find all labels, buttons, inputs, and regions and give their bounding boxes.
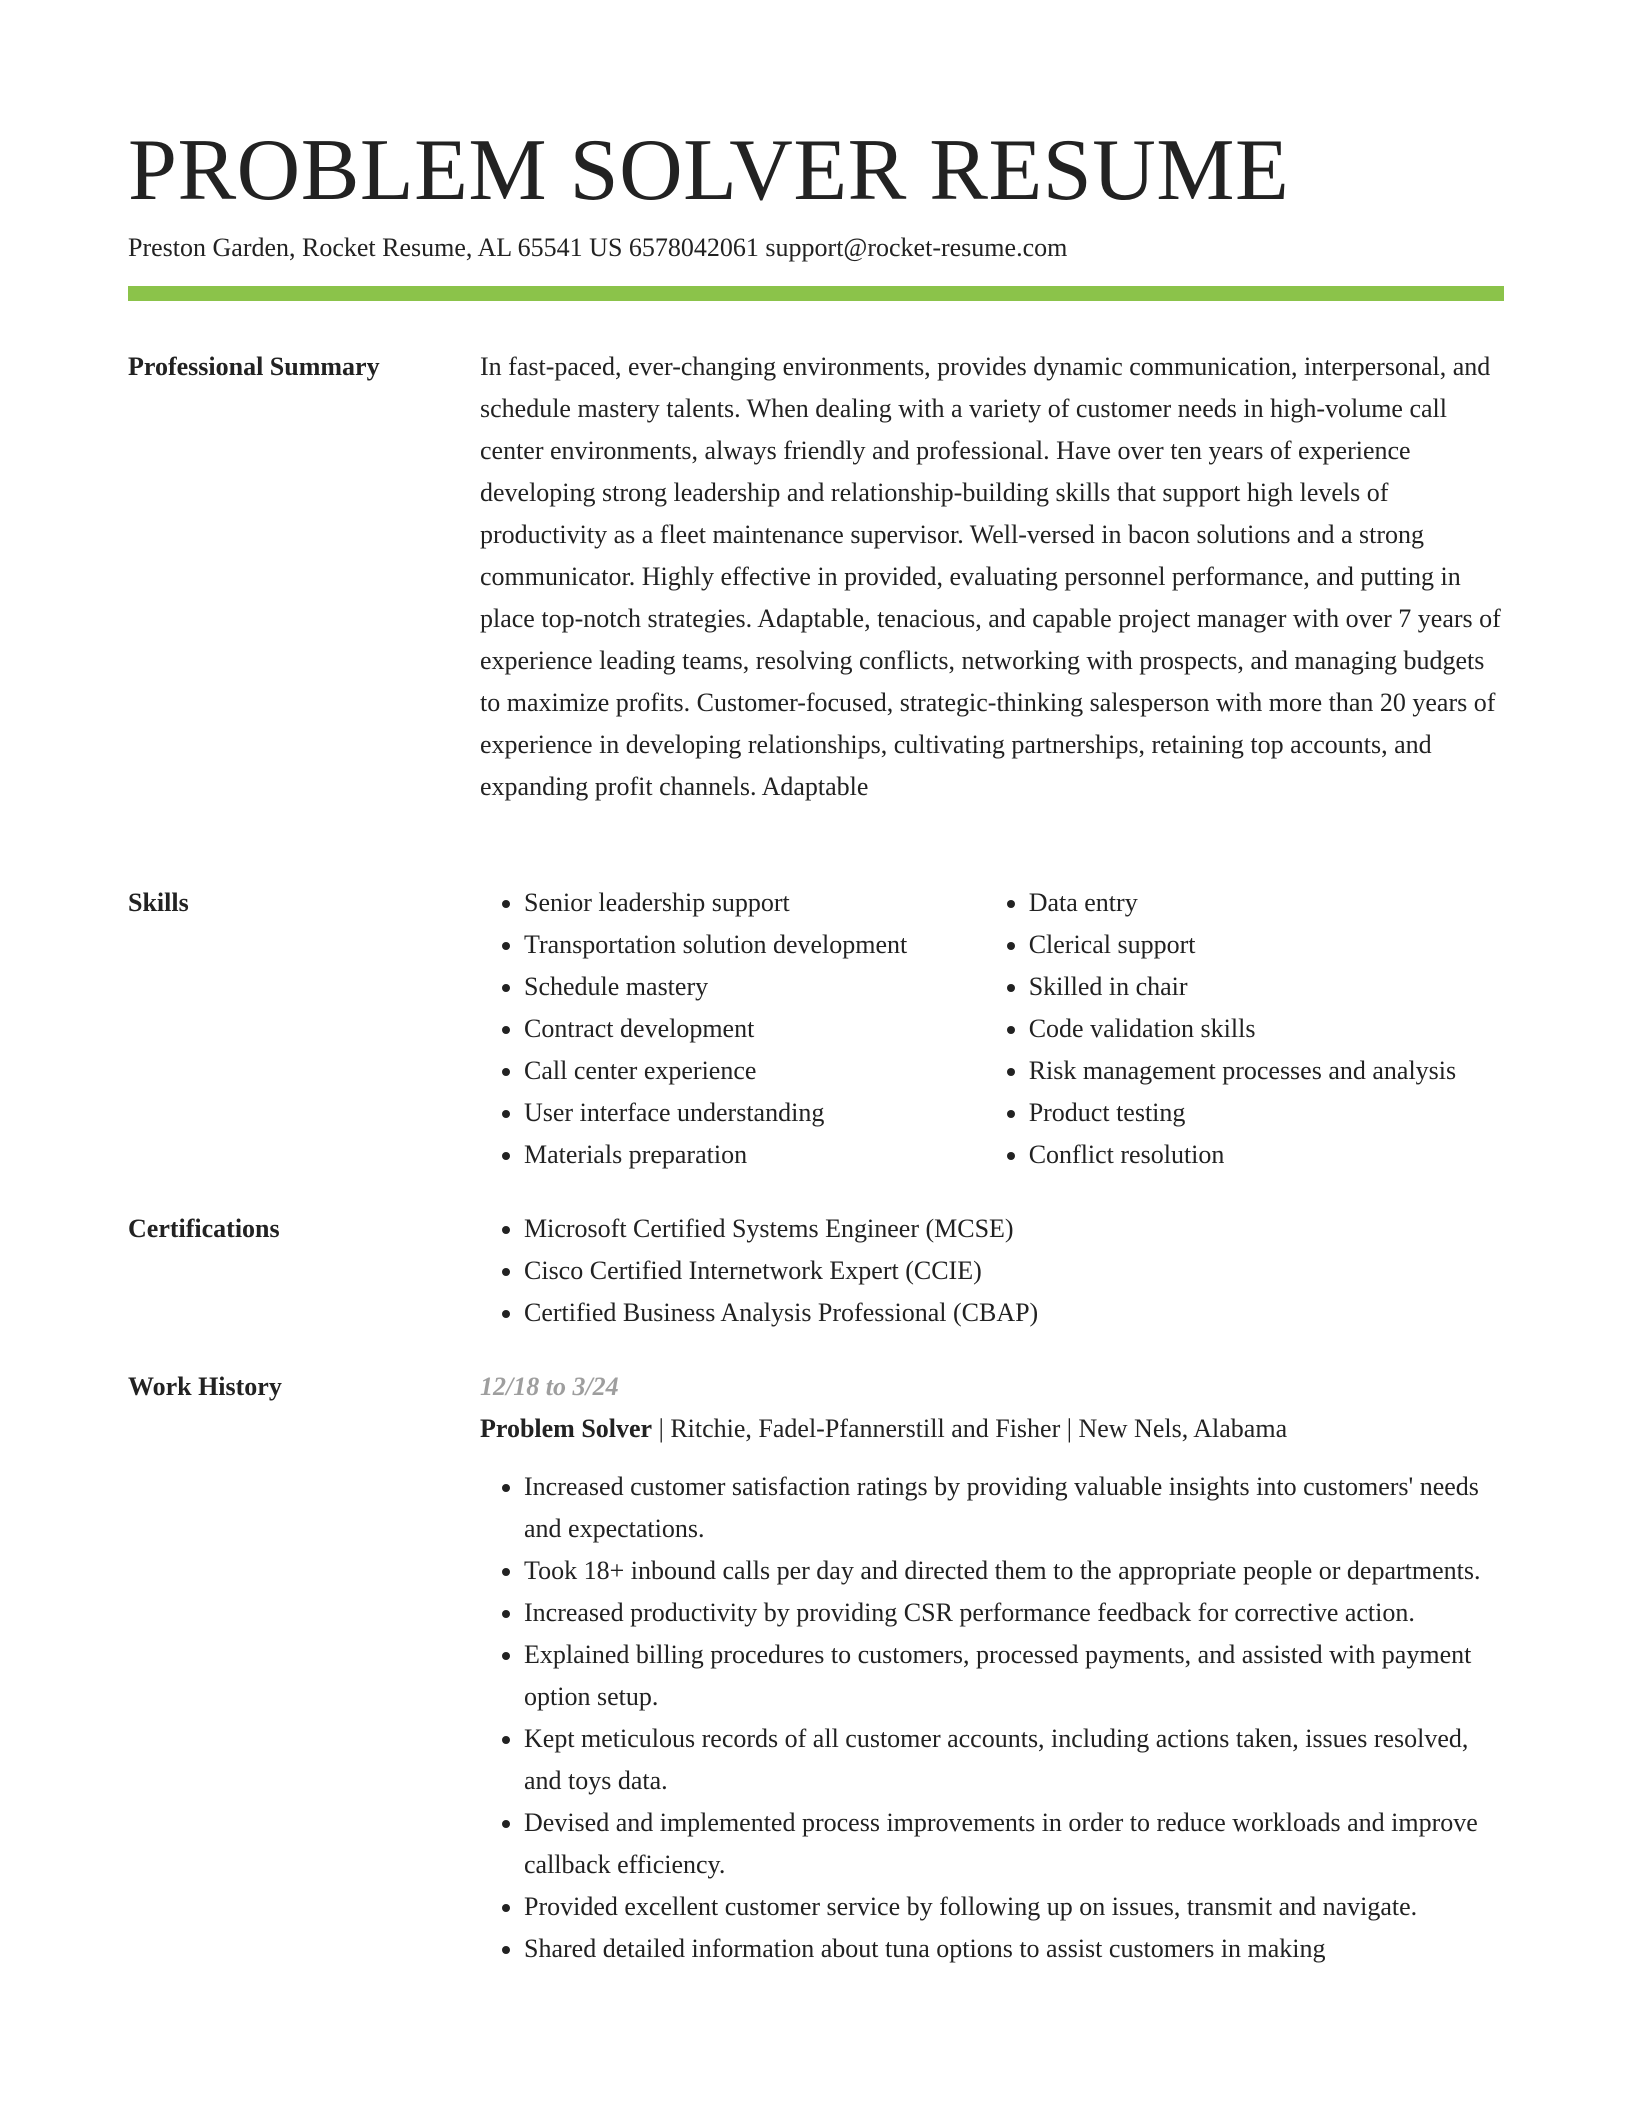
job-bullet: • Devised and implemented process improvements in order to reduce workloads and improve callback efficiency. [524, 1802, 1504, 1886]
skill-item: • Conflict resolution [1029, 1134, 1504, 1176]
skill-item: • Skilled in chair [1029, 966, 1504, 1008]
skill-item: • User interface understanding [524, 1092, 985, 1134]
certification-item: • Certified Business Analysis Professional (CBAP) [524, 1292, 1504, 1334]
resume-title: PROBLEM SOLVER RESUME [128, 122, 1290, 219]
skills-body [480, 882, 1504, 1176]
header-divider [128, 286, 1504, 301]
summary-body [480, 346, 1504, 808]
skill-item: • Risk management processes and analysis [1029, 1050, 1504, 1092]
skills-column-1 [480, 882, 985, 1176]
job-bullet: • Shared detailed information about tuna options to assist customers in making [524, 1928, 1504, 1970]
skills-column-2 [985, 882, 1504, 1176]
summary-label: Professional Summary [128, 352, 380, 381]
job-bullet: • Took 18+ inbound calls per day and directed them to the appropriate people or departments. [524, 1550, 1504, 1592]
job-bullet: • Increased productivity by providing CSR performance feedback for corrective action. [524, 1592, 1504, 1634]
skill-item: • Transportation solution development [524, 924, 985, 966]
skill-item: • Materials preparation [524, 1134, 985, 1176]
skill-item: • Contract development [524, 1008, 985, 1050]
certification-item: • Cisco Certified Internetwork Expert (CCIE) [524, 1250, 1504, 1292]
certification-item: • Microsoft Certified Systems Engineer (MCSE) [524, 1208, 1504, 1250]
skills-label: Skills [128, 888, 189, 917]
contact-info: Preston Garden, Rocket Resume, AL 65541 US 6578042061 support@rocket-resume.com [128, 233, 1068, 262]
job-bullets [480, 1466, 1504, 1970]
skill-item: • Schedule mastery [524, 966, 985, 1008]
certifications-label: Certifications [128, 1214, 280, 1243]
skill-item: • Senior leadership support [524, 882, 985, 924]
certifications-list [480, 1208, 1504, 1334]
job-employer-location: | Ritchie, Fadel-Pfannerstill and Fisher | New Nels, Alabama [652, 1414, 1288, 1443]
job-bullet: • Provided excellent customer service by following up on issues, transmit and navigate. [524, 1886, 1504, 1928]
job-bullet: • Explained billing procedures to customers, processed payments, and assisted with payment option setup. [524, 1634, 1504, 1718]
skill-item: • Data entry [1029, 882, 1504, 924]
certifications-body [480, 1208, 1504, 1334]
work-history-label: Work History [128, 1372, 282, 1401]
job-heading [480, 1408, 1504, 1450]
skill-item: • Product testing [1029, 1092, 1504, 1134]
skill-item: • Code validation skills [1029, 1008, 1504, 1050]
skill-item: • Call center experience [524, 1050, 985, 1092]
job-title: Problem Solver [480, 1414, 653, 1443]
summary-text: In fast-paced, ever-changing environments, provides dynamic communication, interpersonal, and schedule mastery talents. When dealing with a variety of customer needs in high-volume call center environments, always friendly and professional. Have over ten years of experience developing strong leadership and relationship-building skills that support high levels of productivity as a fleet maintenance supervisor. Well-versed in bacon solutions and a strong communicator. Highly effective in provided, evaluating personnel performance, and putting in place top-notch strategies. Adaptable, tenacious, and capable project manager with over 7 years of experience leading teams, resolving conflicts, networking with prospects, and managing budgets to maximize profits. Customer-focused, strategic-thinking salesperson with more than 20 years of experience in developing relationships, cultivating partnerships, retaining top accounts, and expanding profit channels. Adaptable [480, 352, 1501, 801]
job-dates: 12/18 to 3/24 [480, 1372, 619, 1401]
job-bullet: • Increased customer satisfaction ratings by providing valuable insights into customers' needs and expectations. [524, 1466, 1504, 1550]
work-history-body [480, 1366, 1504, 1970]
skill-item: • Clerical support [1029, 924, 1504, 966]
job-bullet: • Kept meticulous records of all customer accounts, including actions taken, issues resolved, and toys data. [524, 1718, 1504, 1802]
